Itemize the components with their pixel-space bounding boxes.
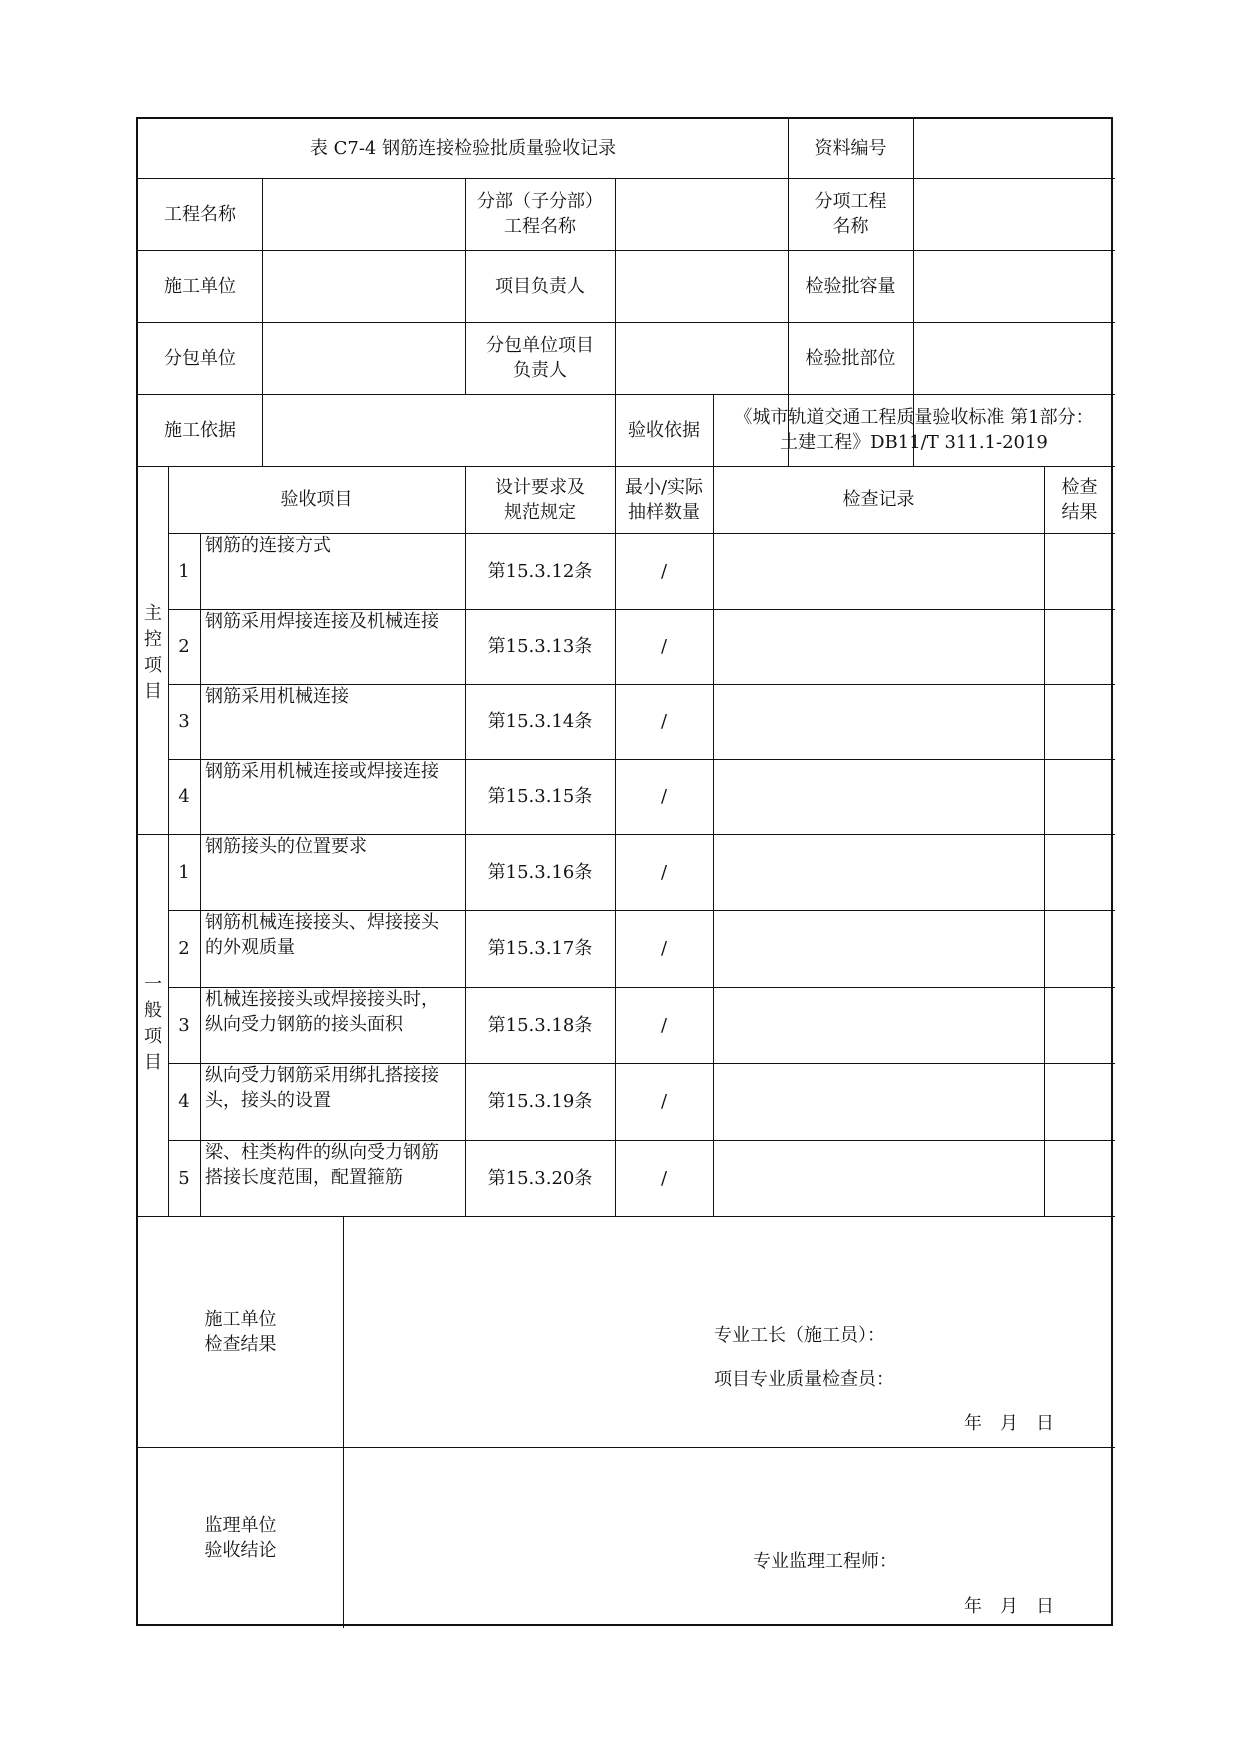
item-clause: 第15.3.20条 (487, 1167, 593, 1189)
item-record-input[interactable] (713, 759, 1044, 834)
contractor-check-label (138, 1216, 343, 1447)
col-header-record: 检查记录 (842, 489, 915, 510)
item-project-label-line1: 分项工程 (814, 191, 887, 212)
item-description-line1: 钢筋采用机械连接 (205, 686, 349, 707)
project-manager-label: 项目负责人 (495, 275, 585, 297)
contractor-label: 施工单位 (164, 275, 236, 297)
contractor-date: 年 月 日 (964, 1413, 1054, 1434)
item-result-input[interactable] (1044, 684, 1115, 759)
item-description-line1: 机械连接接头或焊接接头时， (205, 989, 439, 1010)
general-group-char: 般 (144, 1000, 162, 1021)
main-group-label (140, 601, 166, 705)
sub-manager-label (465, 322, 615, 394)
col-header-sample (615, 466, 713, 533)
item-no: 2 (178, 636, 190, 657)
item-sample: / (660, 786, 668, 807)
contractor-check-label-line2: 检查结果 (204, 1333, 277, 1355)
acceptance-basis-line2: 土建工程》DB11/T 311.1-2019 (780, 432, 1048, 453)
main-group-char: 项 (144, 655, 162, 676)
acceptance-basis-line1: 《城市轨道交通工程质量验收标准 第1部分： (734, 407, 1094, 428)
item-description (200, 533, 465, 609)
item-sample: / (660, 636, 668, 657)
item-record-input[interactable] (713, 533, 1044, 609)
item-description (200, 834, 465, 910)
item-record-input[interactable] (713, 834, 1044, 910)
subcontractor-input[interactable] (262, 322, 465, 394)
item-result-input[interactable] (1044, 987, 1115, 1063)
item-description-line2: 纵向受力钢筋的接头面积 (205, 1014, 403, 1035)
item-description (200, 759, 465, 834)
item-description (200, 910, 465, 987)
subdivision-label (465, 178, 615, 250)
col-header-design (465, 466, 615, 533)
acceptance-basis-value (713, 394, 1115, 466)
foreman-signature-label: 专业工长（施工员）： (714, 1325, 885, 1346)
project-name-label: 工程名称 (164, 203, 236, 225)
item-clause: 第15.3.14条 (487, 711, 593, 732)
item-clause: 第15.3.19条 (487, 1091, 593, 1112)
main-group-char: 主 (144, 603, 162, 624)
item-sample: / (660, 1091, 668, 1112)
item-sample: / (660, 711, 668, 732)
batch-capacity-label: 检验批容量 (805, 275, 896, 297)
general-group-char: 一 (144, 974, 162, 995)
item-description-line2: 头，接头的设置 (205, 1090, 331, 1111)
col-header-design-line1: 设计要求及 (495, 476, 585, 498)
item-result-input[interactable] (1044, 834, 1115, 910)
item-result-input[interactable] (1044, 1063, 1115, 1140)
item-no: 3 (178, 711, 190, 732)
project-name-input[interactable] (262, 178, 465, 250)
item-description-line1: 钢筋接头的位置要求 (205, 836, 367, 857)
main-group-char: 目 (144, 681, 162, 702)
engineer-signature-label: 专业监理工程师： (753, 1551, 897, 1572)
item-no: 2 (178, 938, 190, 959)
item-result-input[interactable] (1044, 1140, 1115, 1216)
item-clause: 第15.3.15条 (487, 786, 593, 807)
construction-basis-input[interactable] (262, 394, 615, 466)
item-record-input[interactable] (713, 987, 1044, 1063)
item-clause: 第15.3.18条 (487, 1014, 593, 1036)
item-clause: 第15.3.17条 (487, 938, 593, 959)
item-result-input[interactable] (1044, 910, 1115, 987)
supervision-label-line2: 验收结论 (204, 1539, 277, 1561)
col-header-result-line2: 结果 (1061, 501, 1098, 523)
item-no: 1 (178, 560, 190, 582)
main-group-char: 控 (144, 629, 162, 650)
contractor-input[interactable] (262, 250, 465, 322)
item-description (200, 609, 465, 684)
item-clause: 第15.3.13条 (487, 636, 593, 657)
supervision-label-line1: 监理单位 (204, 1514, 277, 1536)
col-header-result-line1: 检查 (1061, 476, 1098, 498)
item-record-input[interactable] (713, 609, 1044, 684)
general-group-char: 目 (144, 1052, 162, 1073)
contractor-check-label-line1: 施工单位 (204, 1308, 277, 1330)
item-sample: / (660, 861, 668, 883)
item-description-line1: 纵向受力钢筋采用绑扎搭接接 (205, 1065, 439, 1086)
inspector-signature-label: 项目专业质量检查员： (714, 1369, 894, 1390)
item-sample: / (660, 560, 668, 582)
subdivision-label-line1: 分部（子分部） (477, 191, 603, 212)
doc-no-label: 资料编号 (814, 138, 887, 159)
item-description-line1: 钢筋机械连接接头、焊接接头 (205, 912, 439, 933)
item-sample: / (660, 1014, 668, 1036)
item-no: 4 (178, 786, 190, 807)
supervision-label (138, 1447, 343, 1628)
item-description-line2: 的外观质量 (205, 937, 295, 958)
sub-manager-label-line2: 负责人 (513, 360, 567, 381)
item-record-input[interactable] (713, 1140, 1044, 1216)
doc-no-value[interactable] (913, 119, 1115, 178)
subdivision-label-line2: 工程名称 (504, 216, 576, 237)
item-sample: / (660, 1167, 668, 1189)
col-header-sample-line1: 最小/实际 (624, 476, 704, 498)
subcontractor-label: 分包单位 (164, 347, 236, 369)
item-no: 5 (178, 1167, 190, 1189)
item-record-input[interactable] (713, 910, 1044, 987)
item-result-input[interactable] (1044, 609, 1115, 684)
project-manager-input[interactable] (615, 250, 788, 322)
supervision-date: 年 月 日 (964, 1596, 1054, 1617)
item-sample: / (660, 938, 668, 959)
item-description-line2: 搭接长度范围，配置箍筋 (205, 1167, 403, 1188)
item-no: 4 (178, 1091, 190, 1112)
item-clause: 第15.3.12条 (487, 560, 593, 582)
item-description (200, 1140, 465, 1216)
item-description (200, 684, 465, 759)
general-group-char: 项 (144, 1026, 162, 1047)
batch-location-input[interactable] (913, 322, 1115, 394)
item-no: 3 (178, 1014, 190, 1036)
batch-location-label: 检验批部位 (805, 347, 896, 369)
item-no: 1 (178, 861, 190, 883)
item-project-label (788, 178, 913, 250)
item-result-input[interactable] (1044, 533, 1115, 609)
col-header-sample-line2: 抽样数量 (628, 501, 700, 523)
item-description-line1: 梁、柱类构件的纵向受力钢筋 (205, 1142, 439, 1163)
inspection-record-form (136, 117, 1113, 1626)
col-header-design-line2: 规范规定 (504, 501, 576, 523)
acceptance-basis-label: 验收依据 (628, 419, 700, 441)
item-clause: 第15.3.16条 (487, 861, 593, 883)
sub-manager-label-line1: 分包单位项目 (486, 335, 594, 356)
item-description-line1: 钢筋的连接方式 (205, 535, 331, 556)
sub-manager-input[interactable] (615, 322, 788, 394)
item-description (200, 1063, 465, 1140)
item-description-line1: 钢筋采用焊接连接及机械连接 (205, 611, 439, 632)
batch-capacity-input[interactable] (913, 250, 1115, 322)
construction-basis-label: 施工依据 (164, 419, 236, 441)
subdivision-input[interactable] (615, 178, 788, 250)
item-project-input[interactable] (913, 178, 1115, 250)
col-header-result (1044, 466, 1115, 533)
col-header-item: 验收项目 (280, 489, 353, 510)
item-record-input[interactable] (713, 1063, 1044, 1140)
item-description (200, 987, 465, 1063)
item-description-line1: 钢筋采用机械连接或焊接连接 (205, 761, 439, 782)
item-record-input[interactable] (713, 684, 1044, 759)
form-title: 表 C7-4 钢筋连接检验批质量验收记录 (309, 138, 617, 159)
item-project-label-line2: 名称 (832, 216, 869, 237)
general-group-label (140, 972, 166, 1076)
item-result-input[interactable] (1044, 759, 1115, 834)
